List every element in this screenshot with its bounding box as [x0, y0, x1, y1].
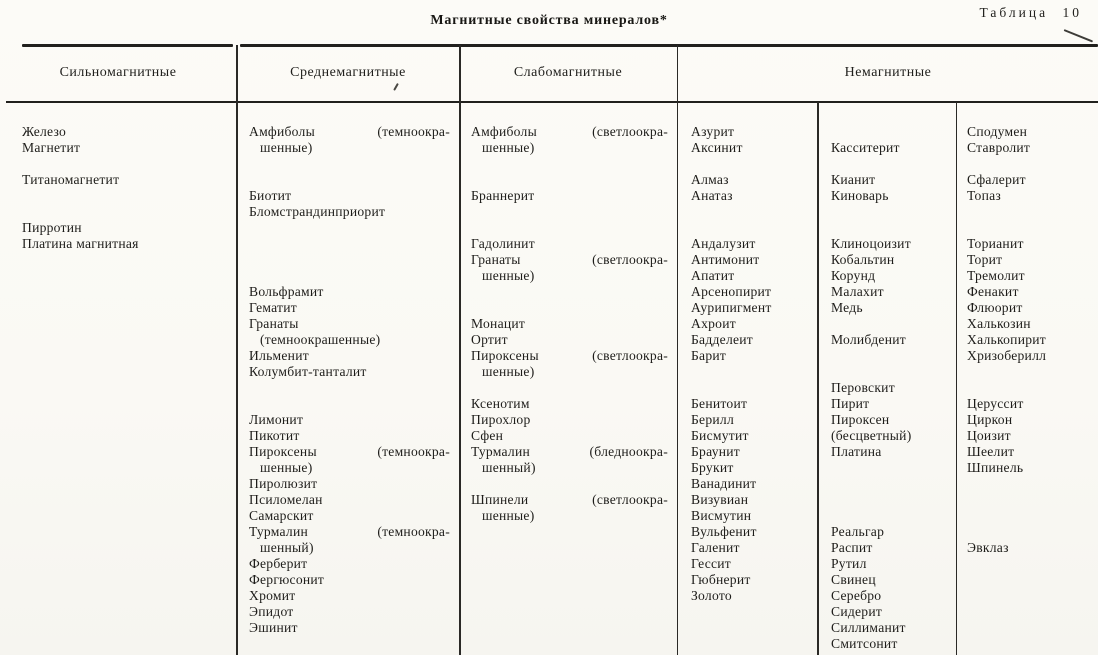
mineral-entry-line: Хромит — [249, 588, 296, 603]
mineral-entry-line: шенные) — [260, 140, 313, 155]
mineral-column-non-magnetic-1 — [678, 102, 817, 655]
mineral-entry-line: Азурит — [691, 124, 735, 139]
mineral-entry-line: Ильменит — [249, 348, 309, 363]
mineral-entry-line: шенные) — [482, 508, 535, 523]
mineral-entry-line — [831, 204, 952, 220]
mineral-entry-line — [22, 156, 228, 172]
mineral-entry-line: Вульфенит — [691, 524, 757, 539]
mineral-entry-line — [967, 156, 1096, 172]
mineral-entry-line: Аурипигмент — [691, 300, 772, 315]
mineral-entry-line: Халькопирит — [967, 332, 1046, 347]
mineral-entry-line: шенный) — [482, 460, 536, 475]
mineral-entry-line: Бенитоит — [691, 396, 748, 411]
mineral-qualifier: (темноокра- — [377, 444, 450, 459]
mineral-entry-line — [471, 284, 668, 300]
column-header-medium-magnetic: Среднемагнитные — [290, 65, 406, 80]
mineral-entry-line: Перовскит — [831, 380, 895, 395]
mineral-entry-line: Платина магнитная — [22, 236, 139, 251]
mineral-entry-line — [471, 172, 668, 188]
mineral-entry-line — [471, 492, 668, 508]
mineral-entry-line: Реальгар — [831, 524, 885, 539]
mineral-entry-line — [471, 156, 668, 172]
mineral-entry-line: Анатаз — [691, 188, 733, 203]
mineral-entry-line: Браннерит — [471, 188, 535, 203]
mineral-entry-line: Церуссит — [967, 396, 1024, 411]
mineral-entry-line: Лимонит — [249, 412, 304, 427]
mineral-entry-line — [471, 220, 668, 236]
mineral-entry-line — [249, 524, 450, 540]
mineral-entry-line: Торит — [967, 252, 1003, 267]
mineral-entry-line: Бломстрандинприорит — [249, 204, 386, 219]
mineral-entry-line: Монацит — [471, 316, 526, 331]
mineral-qualifier: (светлоокра- — [592, 124, 668, 139]
mineral-entry-line — [249, 236, 450, 252]
mineral-name: Пироксены — [249, 444, 317, 459]
mineral-qualifier: (бледноокра- — [589, 444, 668, 459]
mineral-entry-line: Аксинит — [691, 140, 743, 155]
mineral-name: Турмалин — [471, 444, 531, 459]
mineral-entry-line — [967, 508, 1096, 524]
mineral-entry-line — [249, 220, 450, 236]
mineral-name: Амфиболы — [249, 124, 315, 139]
mineral-entry-line — [691, 364, 814, 380]
mineral-entry-line — [967, 220, 1096, 236]
mineral-entry-line: Гюбнерит — [691, 572, 751, 587]
mineral-entry-line — [22, 188, 228, 204]
mineral-column-non-magnetic-2 — [818, 102, 955, 655]
mineral-entry-line — [831, 492, 952, 508]
mineral-entry-line: Смитсонит — [831, 636, 898, 651]
mineral-entry-line — [471, 444, 668, 460]
mineral-entry-line: Шеелит — [967, 444, 1015, 459]
mineral-entry-line: Апатит — [691, 268, 735, 283]
mineral-entry-line: Висмутин — [691, 508, 752, 523]
mineral-entry-line — [831, 156, 952, 172]
mineral-entry-line: (темноокрашенные) — [260, 332, 381, 347]
mineral-entry-line: Псиломелан — [249, 492, 323, 507]
mineral-name: Турмалин — [249, 524, 309, 539]
mineral-qualifier: (светлоокра- — [592, 348, 668, 363]
mineral-entry-line — [967, 492, 1096, 508]
mineral-column-weakly-magnetic — [460, 102, 676, 655]
mineral-entry-line — [831, 476, 952, 492]
mineral-entry-line: шенный) — [260, 540, 314, 555]
table-title: Магнитные свойства минералов* — [430, 13, 668, 28]
mineral-entry-line: Железо — [22, 124, 67, 139]
mineral-entry-line: Касситерит — [831, 140, 900, 155]
mineral-entry-line — [967, 476, 1096, 492]
mineral-entry-line: Молибденит — [831, 332, 906, 347]
mineral-entry-line: Пирохлор — [471, 412, 531, 427]
mineral-entry-line: Цоизит — [967, 428, 1011, 443]
mineral-entry-line: Сподумен — [967, 124, 1028, 139]
mineral-qualifier: (темноокра- — [377, 524, 450, 539]
mineral-entry-line: Платина — [831, 444, 882, 459]
mineral-entry-line — [967, 380, 1096, 396]
mineral-qualifier: (светлоокра- — [592, 252, 668, 267]
column-header-weakly-magnetic: Слабомагнитные — [513, 65, 623, 80]
mineral-entry-line: Торианит — [967, 236, 1024, 251]
mineral-entry-line: Ксенотим — [471, 396, 530, 411]
mineral-entry-line: Андалузит — [691, 236, 756, 251]
mineral-entry-line: Медь — [831, 300, 863, 315]
mineral-entry-line — [471, 380, 668, 396]
mineral-entry-line — [831, 348, 952, 364]
mineral-name: Пироксены — [471, 348, 539, 363]
mineral-name: Амфиболы — [471, 124, 537, 139]
mineral-entry-line: шенные) — [260, 460, 313, 475]
mineral-entry-line: Пирротин — [22, 220, 82, 235]
mineral-entry-line: Барит — [691, 348, 727, 363]
mineral-entry-line — [967, 204, 1096, 220]
mineral-entry-line: шенные) — [482, 364, 535, 379]
mineral-entry-line: Сидерит — [831, 604, 883, 619]
mineral-entry-line: Серебро — [831, 588, 882, 603]
mineral-entry-line — [831, 508, 952, 524]
mineral-entry-line: Брукит — [691, 460, 734, 475]
mineral-name: Шпинели — [471, 492, 529, 507]
column-header-non-magnetic: Немагнитные — [844, 65, 932, 80]
mineral-entry-line: Хризоберилл — [967, 348, 1047, 363]
mineral-entry-line: Магнетит — [22, 140, 81, 155]
mineral-entry-line: Киноварь — [831, 188, 889, 203]
mineral-entry-line — [471, 252, 668, 268]
mineral-entry-line — [471, 124, 668, 140]
mineral-entry-line: Кианит — [831, 172, 876, 187]
mineral-entry-line: Гессит — [691, 556, 731, 571]
mineral-entry-line: Эшинит — [249, 620, 298, 635]
mineral-qualifier: (темноокра- — [377, 124, 450, 139]
mineral-entry-line: Ванадинит — [691, 476, 757, 491]
mineral-entry-line — [967, 364, 1096, 380]
mineral-entry-line — [249, 252, 450, 268]
mineral-entry-line: Топаз — [967, 188, 1002, 203]
mineral-entry-line: (бесцветный) — [831, 428, 912, 443]
mineral-entry-line: Гранаты — [249, 316, 299, 331]
mineral-entry-line — [249, 268, 450, 284]
mineral-entry-line — [249, 156, 450, 172]
mineral-entry-line — [249, 172, 450, 188]
mineral-entry-line: Вольфрамит — [249, 284, 324, 299]
mineral-entry-line: Тремолит — [967, 268, 1025, 283]
mineral-entry-line — [831, 460, 952, 476]
mineral-entry-line: Сфалерит — [967, 172, 1026, 187]
mineral-entry-line: Ставролит — [967, 140, 1031, 155]
pen-stroke-mark — [1064, 29, 1093, 42]
mineral-qualifier: (светлоокра- — [592, 492, 668, 507]
mineral-entry-line: Сфен — [471, 428, 504, 443]
mineral-entry-line: Колумбит-танталит — [249, 364, 367, 379]
mineral-entry-line: Биотит — [249, 188, 292, 203]
mineral-entry-line — [249, 444, 450, 460]
mineral-entry-line — [22, 204, 228, 220]
mineral-entry-line — [249, 396, 450, 412]
mineral-entry-line: Шпинель — [967, 460, 1024, 475]
mineral-entry-line: шенные) — [482, 268, 535, 283]
mineral-entry-line: Эпидот — [249, 604, 294, 619]
mineral-entry-line: Кобальтин — [831, 252, 895, 267]
mineral-entry-line: Рутил — [831, 556, 867, 571]
mineral-entry-line: Антимонит — [691, 252, 760, 267]
mineral-entry-line — [691, 380, 814, 396]
mineral-entry-line — [691, 204, 814, 220]
mineral-entry-line — [831, 316, 952, 332]
mineral-entry-line: Золото — [691, 588, 732, 603]
mineral-entry-line: Пироксен — [831, 412, 890, 427]
mineral-entry-line: Гадолинит — [471, 236, 535, 251]
mineral-entry-line: шенные) — [482, 140, 535, 155]
mineral-entry-line — [471, 204, 668, 220]
mineral-entry-line — [691, 220, 814, 236]
mineral-entry-line — [691, 156, 814, 172]
mineral-entry-line: Пиролюзит — [249, 476, 318, 491]
mineral-entry-line: Галенит — [691, 540, 740, 555]
mineral-entry-line: Циркон — [967, 412, 1013, 427]
mineral-entry-line — [249, 380, 450, 396]
mineral-entry-line: Силлиманит — [831, 620, 906, 635]
mineral-entry-line: Алмаз — [691, 172, 729, 187]
mineral-entry-line: Самарскит — [249, 508, 314, 523]
mineral-entry-line: Пикотит — [249, 428, 300, 443]
mineral-entry-line: Клиноцоизит — [831, 236, 911, 251]
mineral-entry-line: Титаномагнетит — [22, 172, 120, 187]
mineral-entry-line: Ахроит — [691, 316, 736, 331]
mineral-entry-line: Фергюсонит — [249, 572, 325, 587]
mineral-entry-line: Гематит — [249, 300, 297, 315]
table-number-label: Таблица 10 — [979, 5, 1082, 20]
mineral-entry-line — [471, 348, 668, 364]
mineral-entry-line: Малахит — [831, 284, 884, 299]
mineral-entry-line: Распит — [831, 540, 873, 555]
mineral-column-non-magnetic-3 — [957, 102, 1098, 655]
mineral-entry-line — [831, 364, 952, 380]
mineral-entry-line — [967, 524, 1096, 540]
column-header-strongly-magnetic: Сильномагнитные — [59, 65, 177, 80]
mineral-entry-line — [471, 476, 668, 492]
mineral-entry-line: Визувиан — [691, 492, 749, 507]
mineral-entry-line: Бисмутит — [691, 428, 749, 443]
mineral-entry-line — [831, 124, 952, 140]
mineral-entry-line: Флюорит — [967, 300, 1023, 315]
mineral-entry-line: Корунд — [831, 268, 876, 283]
mineral-entry-line: Берилл — [691, 412, 734, 427]
mineral-column-strongly-magnetic — [0, 102, 236, 655]
mineral-entry-line — [831, 220, 952, 236]
mineral-entry-line: Браунит — [691, 444, 740, 459]
mineral-entry-line: Эвклаз — [967, 540, 1009, 555]
mineral-entry-line: Арсенопирит — [691, 284, 772, 299]
mineral-entry-line: Бадделеит — [691, 332, 753, 347]
mineral-entry-line: Ферберит — [249, 556, 308, 571]
mineral-entry-line: Фенакит — [967, 284, 1019, 299]
mineral-name: Гранаты — [471, 252, 521, 267]
mineral-entry-line — [249, 124, 450, 140]
mineral-entry-line — [471, 300, 668, 316]
mineral-entry-line: Ортит — [471, 332, 508, 347]
mineral-column-medium-magnetic — [237, 102, 459, 655]
mineral-entry-line: Свинец — [831, 572, 876, 587]
mineral-entry-line: Пирит — [831, 396, 870, 411]
mineral-entry-line: Халькозин — [967, 316, 1031, 331]
